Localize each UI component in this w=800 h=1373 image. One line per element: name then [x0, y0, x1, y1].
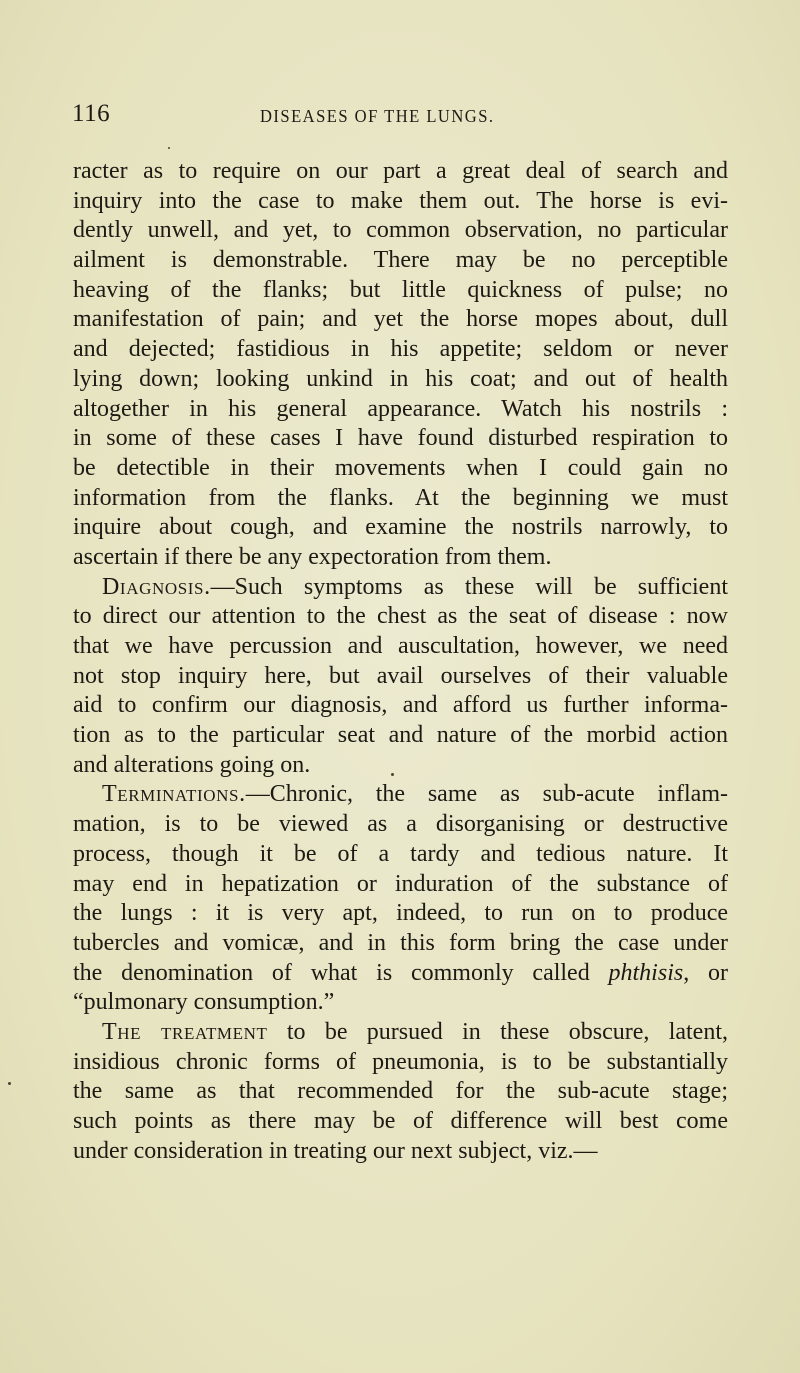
paragraph-diagnosis	[73, 573, 728, 781]
text-line	[73, 1018, 728, 1048]
text-line: and alterations going on.	[73, 751, 311, 778]
paragraph-symptoms	[73, 157, 728, 573]
text-line: process, though it be of a tardy and tedious nature. It	[73, 840, 728, 867]
text-line	[73, 959, 728, 989]
text-line: be detectible in their movements when I could gain no	[73, 454, 728, 481]
text-line: under consideration in treating our next subject, viz.—	[73, 1137, 598, 1164]
text-line: in some of these cases I have found disturbed respiration to	[73, 425, 728, 452]
section-heading-diagnosis: Diagnosis.	[102, 573, 211, 600]
text-line: racter as to require on our part a great deal of search and	[73, 158, 728, 184]
text-line: ailment is demonstrable. There may be no perceptible	[73, 247, 728, 274]
text-run: —Such symptoms as these will be sufficient	[210, 573, 728, 600]
text-line: and dejected; fastidious in his appetite; seldom or never	[73, 336, 728, 363]
text-line: the same as that recommended for the sub-acute stage;	[73, 1078, 728, 1105]
text-line: tion as to the particular seat and nature of the morbid action	[73, 722, 728, 749]
text-line: information from the flanks. At the beginning we must	[73, 484, 728, 511]
text-line: the lungs : it is very apt, indeed, to run on to produce	[73, 900, 728, 927]
text-run: to be pursued in these obscure, latent,	[267, 1018, 728, 1045]
text-line: that we have percussion and auscultation, however, we need	[73, 633, 728, 659]
text-line: tubercles and vomicæ, and in this form bring the case under	[73, 929, 728, 956]
paragraph-terminations	[73, 780, 728, 1018]
text-line: “pulmonary consumption.”	[73, 989, 335, 1016]
text-line: manifestation of pain; and yet the horse mopes about, dull	[73, 306, 728, 333]
page-number: 116	[72, 100, 111, 127]
text-line: ascertain if there be any expectoration from them.	[73, 543, 552, 570]
text-line: aid to confirm our diagnosis, and afford us further informa-	[73, 692, 728, 719]
italic-term-phthisis: phthisis	[608, 959, 684, 986]
text-line	[73, 780, 728, 810]
text-run: the denomination of what is commonly called	[73, 959, 609, 986]
text-run: —Chronic, the same as sub-acute inflam-	[245, 781, 728, 808]
text-line: insidious chronic forms of pneumonia, is to be substantially	[73, 1048, 728, 1075]
text-line: altogether in his general appearance. Watch his nostrils :	[73, 395, 728, 422]
section-heading-terminations: Terminations.	[102, 781, 246, 808]
running-title: DISEASES OF THE LUNGS.	[260, 106, 495, 126]
section-heading-treatment: The treatment	[102, 1018, 268, 1045]
paper-speck	[8, 1082, 11, 1085]
paper-speck	[168, 147, 170, 149]
text-run: , or	[683, 959, 728, 986]
running-header	[72, 100, 732, 140]
text-line: such points as there may be of difference will best come	[73, 1108, 728, 1134]
text-line: may end in hepatization or induration of the substance of	[73, 870, 728, 897]
text-line: not stop inquiry here, but avail ourselves of their valuable	[73, 662, 728, 689]
text-line	[73, 573, 728, 603]
body-text	[73, 157, 728, 1166]
text-line: inquire about cough, and examine the nostrils narrowly, to	[73, 514, 728, 541]
paper-speck	[391, 773, 394, 776]
text-line: lying down; looking unkind in his coat; and out of health	[73, 365, 728, 392]
text-line: dently unwell, and yet, to common observation, no particular	[73, 217, 728, 244]
text-line: heaving of the flanks; but little quickness of pulse; no	[73, 276, 728, 303]
text-line: mation, is to be viewed as a disorganising or destructive	[73, 811, 728, 838]
text-line: to direct our attention to the chest as the seat of disease : now	[73, 603, 728, 630]
paragraph-treatment	[73, 1018, 728, 1166]
text-line: inquiry into the case to make them out. The horse is evi-	[73, 187, 728, 214]
